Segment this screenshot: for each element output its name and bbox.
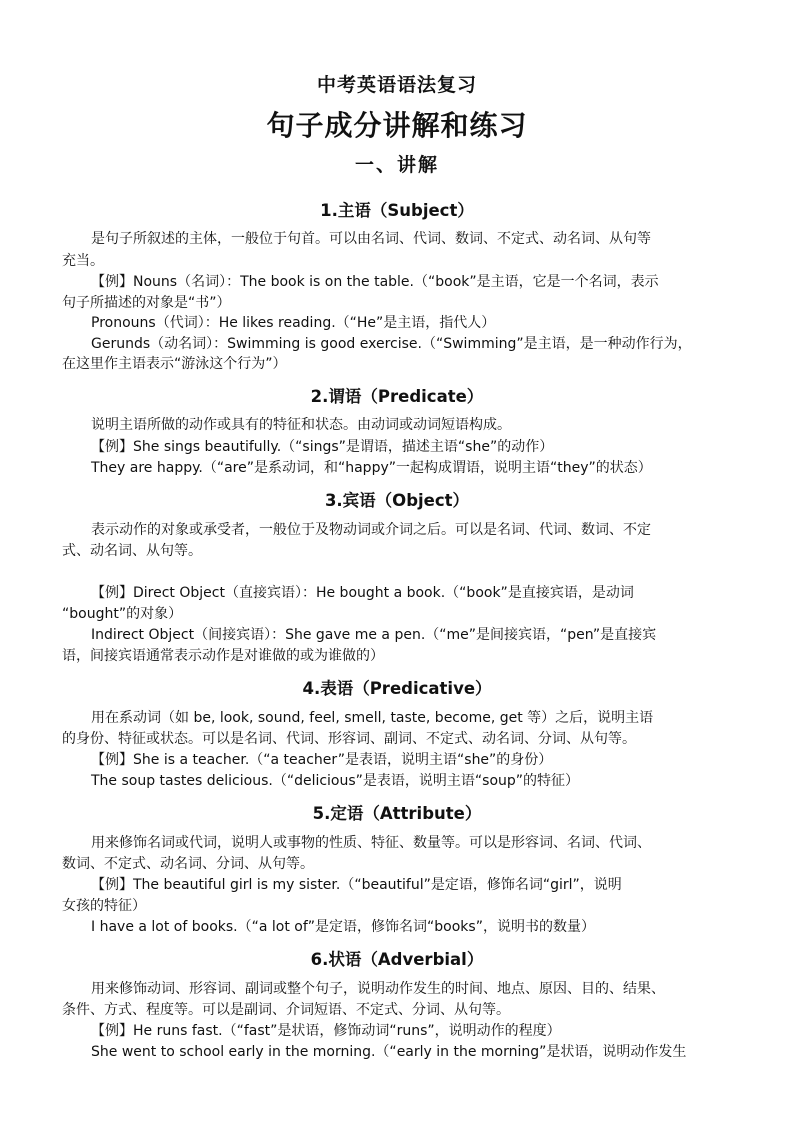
paragraph-line: 是句子所叙述的主体，一般位于句首。可以由名词、代词、数词、不定式、动名词、从句等 (91, 231, 651, 247)
example-line: 句子所描述的对象是“书”） (62, 295, 231, 311)
section-heading-adverbial: 6.状语（Adverbial） (310, 950, 484, 969)
section-heading-object: 3.宾语（Object） (324, 491, 470, 510)
example-line: Indirect Object（间接宾语）：She gave me a pen.（“me”是间接宾语，“pen”是直接宾 (91, 627, 657, 643)
document-subtitle: 中考英语语法复习 (316, 74, 477, 96)
example-line: 女孩的特征） (62, 898, 146, 914)
paragraph-line: 条件、方式、程度等。可以是副词、介词短语、不定式、分词、从句等。 (62, 1002, 510, 1018)
example-line: “bought”的对象） (62, 606, 183, 622)
example-line: 【例】He runs fast.（“fast”是状语，修饰动词“runs”，说明动作的程度） (91, 1023, 561, 1039)
paragraph-line: 用来修饰名词或代词，说明人或事物的性质、特征、数量等。可以是形容词、名词、代词、 (91, 835, 651, 851)
example-line: 【例】Nouns（名词）：The book is on the table.（“book”是主语，它是一个名词，表示 (91, 274, 659, 290)
section-heading-attribute: 5.定语（Attribute） (312, 804, 482, 823)
paragraph-line: 用来修饰动词、形容词、副词或整个句子，说明动作发生的时间、地点、原因、目的、结果、 (91, 981, 665, 997)
paragraph-line: 表示动作的对象或承受者，一般位于及物动词或介词之后。可以是名词、代词、数词、不定 (91, 522, 651, 538)
example-line: 【例】The beautiful girl is my sister.（“beautiful”是定语，修饰名词“girl”，说明 (91, 877, 622, 893)
paragraph-line: 的身份、特征或状态。可以是名词、代词、形容词、副词、不定式、动名词、分词、从句等。 (62, 731, 636, 747)
example-line: Gerunds（动名词）：Swimming is good exercise.（“Swimming”是主语，是一种动作行为， (91, 336, 692, 352)
example-line: She went to school early in the morning.（“early in the morning”是状语，说明动作发生 (91, 1044, 687, 1060)
example-line: 在这里作主语表示“游泳这个行为”） (62, 356, 287, 372)
part-heading: 一、讲解 (354, 154, 439, 176)
example-line: Pronouns（代词）：He likes reading.（“He”是主语，指代人） (91, 315, 496, 331)
document-title: 句子成分讲解和练习 (266, 109, 528, 142)
example-line: They are happy.（“are”是系动词，和“happy”一起构成谓语，说明主语“they”的状态） (91, 460, 652, 476)
paragraph-line: 数词、不定式、动名词、分词、从句等。 (62, 856, 314, 872)
example-line: 【例】Direct Object（直接宾语）：He bought a book.（“book”是直接宾语，是动词 (91, 585, 634, 601)
example-line: I have a lot of books.（“a lot of”是定语，修饰名词“books”，说明书的数量） (91, 919, 595, 935)
example-line: 【例】She sings beautifully.（“sings”是谓语，描述主语“she”的动作） (91, 439, 554, 455)
section-heading-predicate: 2.谓语（Predicate） (310, 387, 484, 406)
section-heading-subject: 1.主语（Subject） (320, 201, 474, 220)
paragraph-line: 式、动名词、从句等。 (62, 543, 202, 559)
example-line: 【例】She is a teacher.（“a teacher”是表语，说明主语“she”的身份） (91, 752, 553, 768)
example-line: 语，间接宾语通常表示动作是对谁做的或为谁做的） (62, 648, 384, 664)
example-line: The soup tastes delicious.（“delicious”是表语，说明主语“soup”的特征） (91, 773, 580, 789)
paragraph-line: 用在系动词（如 be, look, sound, feel, smell, taste, become, get 等）之后，说明主语 (91, 710, 654, 726)
paragraph-line: 充当。 (62, 253, 104, 269)
section-heading-predicative: 4.表语（Predicative） (302, 679, 492, 698)
paragraph-line: 说明主语所做的动作或具有的特征和状态。由动词或动词短语构成。 (91, 417, 511, 433)
